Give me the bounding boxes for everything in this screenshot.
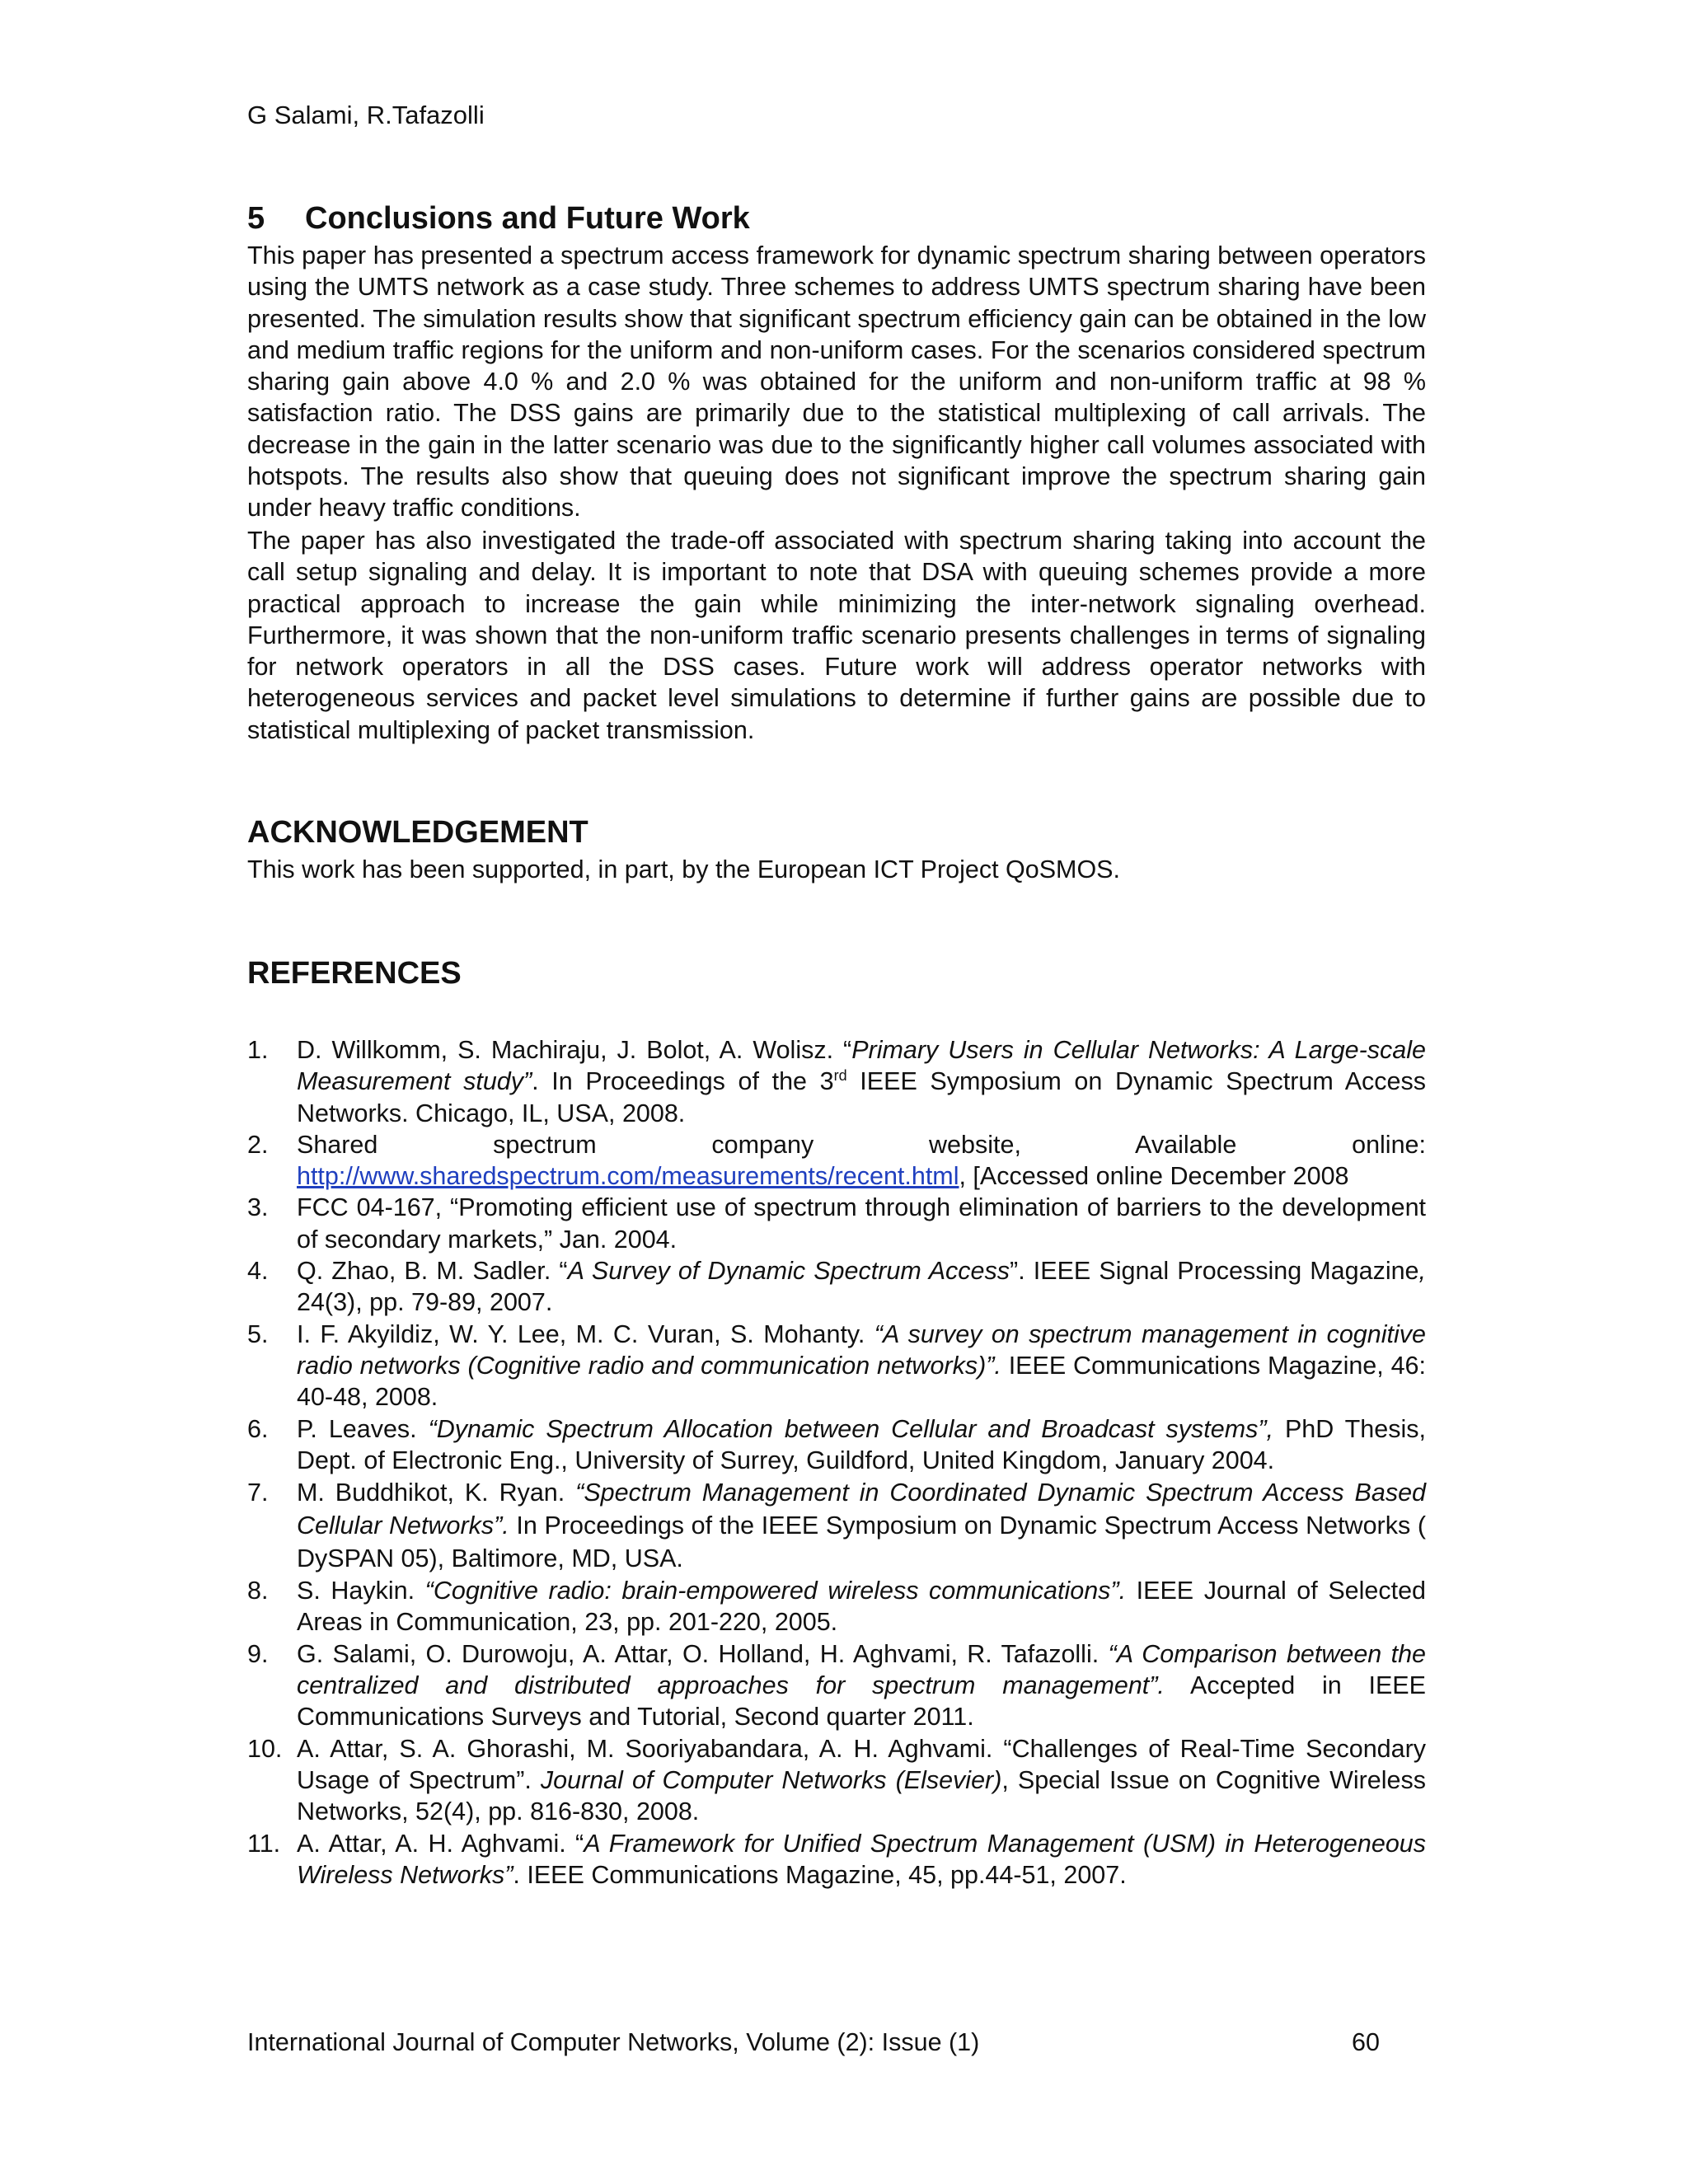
reference-number: 7. (247, 1479, 269, 1507)
reference-item: 1. D. Willkomm, S. Machiraju, J. Bolot, A. Wolisz. “Primary Users in Cellular Networks: A Large-scale Measurement study”. In Proceedings of the 3rd IEEE Symposium on Dynamic Spectrum Access Networks. Chicago, IL, USA, 2008. (247, 1036, 1426, 1127)
reference-item: 6. P. Leaves. “Dynamic Spectrum Allocation between Cellular and Broadcast systems”, PhD Thesis, Dept. of Electronic Eng., University of Surrey, Guildford, United Kingdom, January 2004. (247, 1414, 1426, 1474)
reference-number: 3. (247, 1193, 269, 1222)
page-footer (247, 2026, 1401, 2059)
reference-number: 9. (247, 1639, 269, 1668)
reference-item: 10. A. Attar, S. A. Ghorashi, M. Sooriyabandara, A. H. Aghvami. “Challenges of Real-Time Secondary Usage of Spectrum”. Journal of Computer Networks (Elsevier), Special Issue on Cognitive Wireless Networks, 52(4), pp. 816-830, 2008. (247, 1734, 1426, 1826)
reference-item: 4. Q. Zhao, B. M. Sadler. “A Survey of Dynamic Spectrum Access”. IEEE Signal Processing Magazine, 24(3), pp. 79-89, 2007. (247, 1257, 1427, 1317)
acknowledgement-text: This work has been supported, in part, by the European ICT Project QoSMOS. (247, 855, 1120, 883)
reference-item: 2. Shared spectrum company website, Available online: http://www.sharedspectrum.com/measurements/recent.html, [Accessed online December 2008 (247, 1130, 1426, 1191)
reference-number: 4. (247, 1257, 269, 1286)
references-heading: REFERENCES (247, 956, 462, 991)
reference-number: 11. (247, 1829, 281, 1858)
reference-number: 10. (247, 1734, 283, 1763)
section-heading (247, 199, 1451, 237)
reference-number: 5. (247, 1319, 269, 1348)
reference-number: 2. (247, 1130, 269, 1159)
reference-item: 9. G. Salami, O. Durowoju, A. Attar, O. Holland, H. Aghvami, R. Tafazolli. “A Comparison between the centralized and distributed approaches for spectrum management”. Accepted in IEEE Communications Surveys and Tutorial, Second quarter 2011. (247, 1639, 1426, 1732)
references-list (247, 1034, 1426, 1891)
reference-item: 11. A. Attar, A. H. Aghvami. “A Framework for Unified Spectrum Management (USM) in Heterogeneous Wireless Networks”. IEEE Communications Magazine, 45, pp.44-51, 2007. (247, 1829, 1426, 1889)
reference-item: 3. FCC 04-167, “Promoting efficient use of spectrum through elimination of barriers to the development of secondary markets,” Jan. 2004. (247, 1193, 1426, 1254)
running-header: G Salami, R.Tafazolli (247, 101, 485, 129)
reference-number: 6. (247, 1414, 269, 1443)
reference-item: 5. I. F. Akyildiz, W. Y. Lee, M. C. Vuran, S. Mohanty. “A survey on spectrum management in cognitive radio networks (Cognitive radio and communication networks)”. IEEE Communications Magazine, 46: 40-48, 2008. (247, 1319, 1426, 1412)
conclusions-paragraph-1: This paper has presented a spectrum access framework for dynamic spectrum sharing between operators using the UMTS network as a case study. Three schemes to address UMTS spectrum sharing have been presented. The simulation results show that significant spectrum efficiency gain can be obtained in the low and medium traffic regions for the uniform and non-uniform cases. For the scenarios considered spectrum sharing gain above 4.0 % and 2.0 % was obtained for the uniform and non-uniform traffic at 98 % satisfaction ratio. The DSS gains are primarily due to the statistical multiplexing of call arrivals. The decrease in the gain in the latter scenario was due to the significantly higher call volumes associated with hotspots. The results also show that queuing does not significant improve the spectrum sharing gain under heavy traffic conditions. (247, 241, 1426, 523)
page-number: 60 (1352, 2028, 1380, 2056)
section-number: 5 (247, 201, 265, 236)
reference-link[interactable]: http://www.sharedspectrum.com/measurements/recent.html (297, 1162, 959, 1191)
reference-item: 8. S. Haykin. “Cognitive radio: brain-empowered wireless communications”. IEEE Journal of Selected Areas in Communication, 23, pp. 201-220, 2005. (247, 1577, 1427, 1637)
reference-number: 1. (247, 1036, 269, 1064)
reference-item: 7. M. Buddhikot, K. Ryan. “Spectrum Management in Coordinated Dynamic Spectrum Access Based Cellular Networks”. In Proceedings of the IEEE Symposium on Dynamic Spectrum Access Networks ( DySPAN 05), Baltimore, MD, USA. (247, 1476, 1426, 1575)
acknowledgement-heading: ACKNOWLEDGEMENT (247, 815, 588, 850)
section-title: Conclusions and Future Work (305, 201, 750, 236)
conclusions-paragraph-2: The paper has also investigated the trade-off associated with spectrum sharing taking into account the call setup signaling and delay. It is important to note that DSA with queuing schemes provide a more practical approach to increase the gain while minimizing the inter-network signaling overhead. Furthermore, it was shown that the non-uniform traffic scenario presents challenges in terms of signaling for network operators in all the DSS cases. Future work will address operator networks with heterogeneous services and packet level simulations to determine if further gains are possible due to statistical multiplexing of packet transmission. (247, 527, 1426, 744)
reference-number: 8. (247, 1577, 269, 1605)
footer-journal: International Journal of Computer Networks, Volume (2): Issue (1) (247, 2028, 980, 2056)
